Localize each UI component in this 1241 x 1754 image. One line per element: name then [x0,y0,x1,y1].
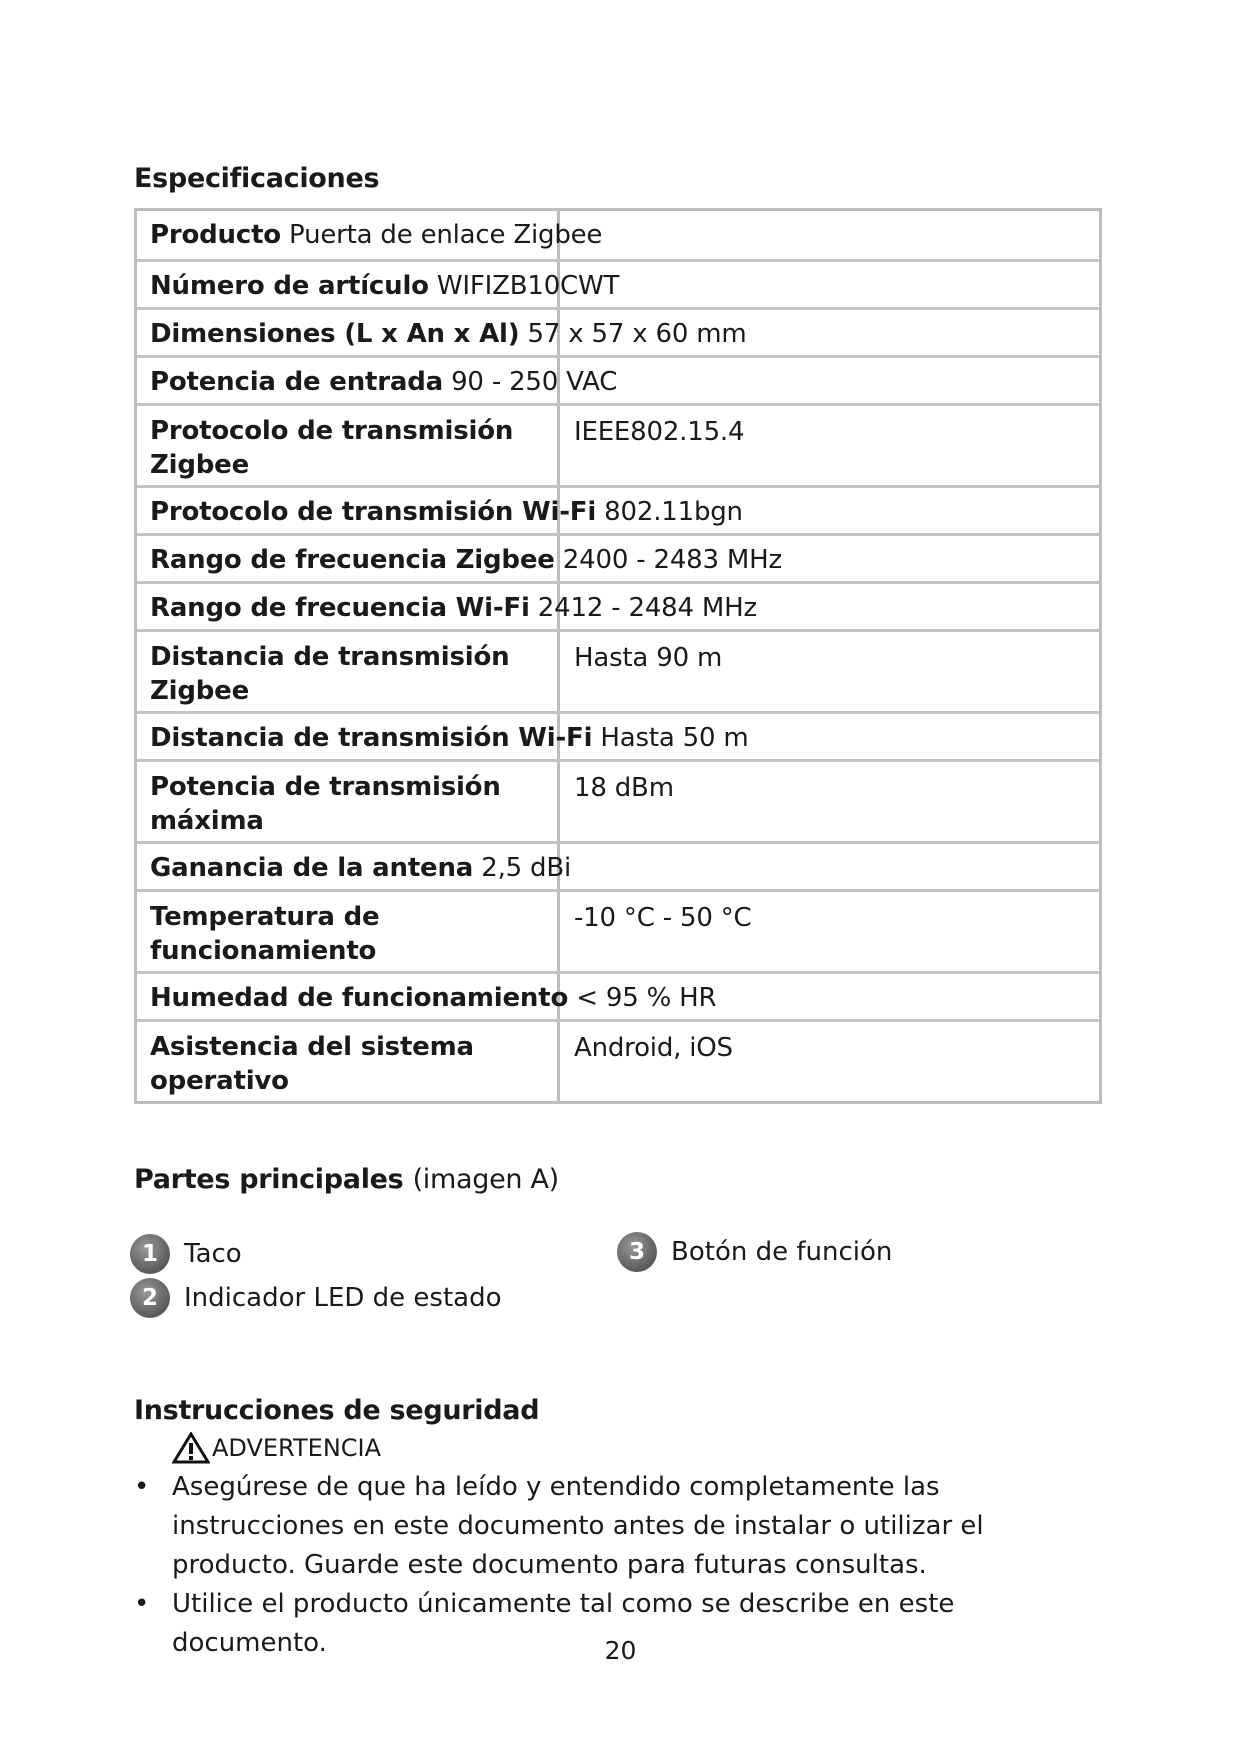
spec-label: Rango de frecuencia Wi-Fi [150,593,530,623]
table-row [137,211,1099,259]
spec-cell [150,721,749,755]
spec-label: Producto [150,220,281,250]
number-badge-3: 3 [617,1232,657,1272]
bullet-icon: • [134,1589,150,1619]
spec-cell [150,543,782,577]
spec-cell [150,317,747,351]
table-row [137,581,1099,629]
spec-value: 90 - 250 VAC [451,367,618,397]
number-badge-1: 1 [130,1234,170,1274]
spec-label: Protocolo de transmisión Zigbee [150,416,514,480]
part-item-1 [130,1234,242,1274]
spec-cell [150,365,617,399]
number-badge-2: 2 [130,1278,170,1318]
spec-label: Distancia de transmisión Zigbee [150,642,510,706]
parts-heading-normal: (imagen A) [412,1164,559,1195]
spec-value: IEEE802.15.4 [574,417,745,447]
spec-value: 2400 - 2483 MHz [562,545,782,575]
warning-line [172,1432,381,1464]
spec-cell [150,591,757,625]
part-item-2 [130,1278,502,1318]
spec-label: Potencia de entrada [150,367,444,397]
table-row [137,711,1099,759]
bullet-icon: • [134,1472,150,1502]
table-row [137,259,1099,307]
spec-label: Temperatura de funcionamiento [150,902,380,966]
spec-cell [150,495,743,529]
specs-table [134,208,1102,1104]
spec-value: Android, iOS [574,1033,733,1063]
spec-value: 802.11bgn [604,497,743,527]
warning-triangle-icon [172,1432,210,1464]
spec-label: Ganancia de la antena [150,853,474,883]
table-row [137,1019,1099,1101]
table-row [137,355,1099,403]
table-row [137,629,1099,711]
spec-label: Número de artículo [150,271,429,301]
spec-cell [150,218,602,252]
part-item-3 [617,1232,892,1272]
warning-label: ADVERTENCIA [212,1434,382,1462]
specs-heading: Especificaciones [134,163,380,194]
spec-cell [150,269,619,303]
bullet-text: Asegúrese de que ha leído y entendido completamente las instrucciones en este documento antes de instalar o utilizar el producto. Guarde este documento para futuras consultas. [172,1472,984,1580]
spec-value: Puerta de enlace Zigbee [289,220,603,250]
spec-cell [150,981,716,1015]
spec-value: < 95 % HR [576,983,717,1013]
bullet-text: Utilice el producto únicamente tal como se describe en este documento. [172,1589,955,1658]
spec-label: Humedad de funcionamiento [150,983,569,1013]
spec-value: 57 x 57 x 60 mm [527,319,747,349]
table-row [137,971,1099,1019]
part-label-1: Taco [184,1239,242,1269]
spec-label: Distancia de transmisión Wi-Fi [150,723,593,753]
table-row [137,403,1099,485]
table-row [137,759,1099,841]
spec-label: Potencia de transmisión máxima [150,772,501,836]
spec-label: Dimensiones (L x An x Al) [150,319,520,349]
spec-value: -10 °C - 50 °C [574,903,752,933]
table-row [137,485,1099,533]
page-number: 20 [604,1636,637,1665]
spec-value: Hasta 50 m [600,723,749,753]
safety-bullet-list [134,1468,1094,1663]
table-row [137,533,1099,581]
part-label-2: Indicador LED de estado [184,1283,502,1313]
part-label-3: Botón de función [671,1237,893,1267]
table-row [137,841,1099,889]
spec-value: 2412 - 2484 MHz [537,593,757,623]
parts-heading-bold: Partes principales [134,1164,404,1195]
spec-value: Hasta 90 m [574,643,723,673]
spec-label: Asistencia del sistema operativo [150,1032,474,1096]
spec-label: Protocolo de transmisión Wi-Fi [150,497,597,527]
list-item [134,1468,1094,1585]
spec-value: 18 dBm [574,773,674,803]
parts-heading [134,1164,559,1195]
spec-value: WIFIZB10CWT [436,271,620,301]
spec-value: 2,5 dBi [481,853,572,883]
table-row [137,889,1099,971]
spec-label: Rango de frecuencia Zigbee [150,545,555,575]
table-row [137,307,1099,355]
spec-cell [150,851,571,885]
safety-heading: Instrucciones de seguridad [134,1395,540,1426]
